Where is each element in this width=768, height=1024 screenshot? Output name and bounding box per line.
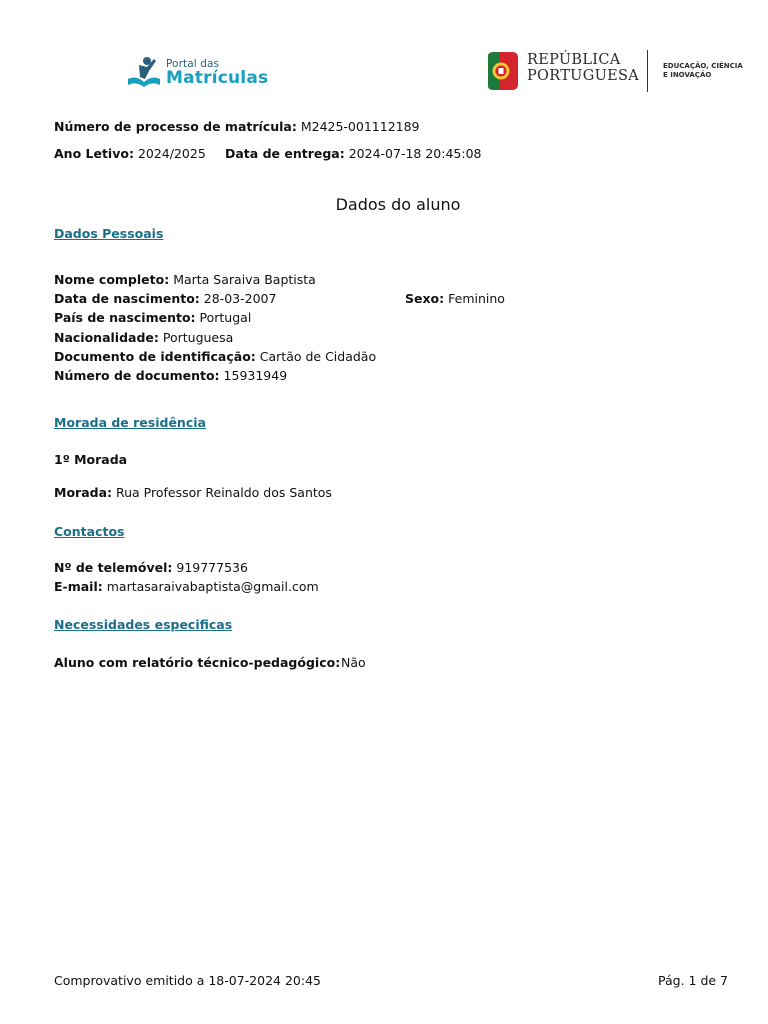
process-number-label: Número de processo de matrícula: bbox=[54, 119, 297, 134]
footer-page-number: Pág. 1 de 7 bbox=[658, 973, 728, 988]
republica-portuguesa-logo bbox=[488, 50, 743, 92]
id-document-label: Documento de identificação: bbox=[54, 349, 256, 364]
portuguesa-text: PORTUGUESA bbox=[527, 68, 639, 84]
birth-date-row bbox=[54, 291, 276, 306]
process-number-row bbox=[54, 119, 420, 134]
address-value: Rua Professor Reinaldo dos Santos bbox=[116, 485, 332, 500]
nationality-value: Portuguesa bbox=[162, 330, 234, 345]
student-reading-icon bbox=[127, 55, 161, 89]
delivery-date-row bbox=[225, 146, 481, 161]
section-specific-needs: Necessidades especificas bbox=[54, 617, 233, 632]
delivery-date-label: Data de entrega: bbox=[225, 146, 345, 161]
ministry-text-line1: EDUCAÇÃO, CIÊNCIA bbox=[663, 62, 743, 70]
portal-matriculas-logo bbox=[127, 55, 267, 91]
id-document-row bbox=[54, 349, 376, 364]
school-year-label: Ano Letivo: bbox=[54, 146, 134, 161]
school-year-value: 2024/2025 bbox=[137, 146, 206, 161]
process-number-value: M2425-001112189 bbox=[300, 119, 420, 134]
sex-row bbox=[405, 291, 505, 306]
document-number-row bbox=[54, 368, 287, 383]
full-name-row bbox=[54, 272, 316, 287]
nationality-label: Nacionalidade: bbox=[54, 330, 159, 345]
document-number-label: Número de documento: bbox=[54, 368, 220, 383]
republica-text: REPÚBLICA bbox=[527, 52, 621, 68]
email-label: E-mail: bbox=[54, 579, 103, 594]
email-value: martasaraivabaptista@gmail.com bbox=[106, 579, 319, 594]
logo-portal-big-text: Matrículas bbox=[166, 68, 269, 88]
birth-country-value: Portugal bbox=[199, 310, 252, 325]
mobile-phone-value: 919777536 bbox=[176, 560, 248, 575]
delivery-date-value: 2024-07-18 20:45:08 bbox=[348, 146, 482, 161]
document-number-value: 15931949 bbox=[223, 368, 288, 383]
school-year-row bbox=[54, 146, 206, 161]
address-subtitle: 1º Morada bbox=[54, 452, 128, 467]
birth-date-value: 28-03-2007 bbox=[203, 291, 277, 306]
portugal-flag-emblem-icon bbox=[488, 52, 518, 90]
full-name-value: Marta Saraiva Baptista bbox=[173, 272, 316, 287]
logo-divider bbox=[647, 50, 648, 92]
pedagogical-report-label: Aluno com relatório técnico-pedagógico: bbox=[54, 655, 341, 670]
pedagogical-report-value: Não bbox=[341, 655, 366, 670]
id-document-value: Cartão de Cidadão bbox=[259, 349, 377, 364]
sex-label: Sexo: bbox=[405, 291, 445, 306]
nationality-row bbox=[54, 330, 233, 345]
section-address: Morada de residência bbox=[54, 415, 206, 430]
address-row bbox=[54, 485, 332, 500]
address-label: Morada: bbox=[54, 485, 113, 500]
birth-date-label: Data de nascimento: bbox=[54, 291, 200, 306]
section-contacts: Contactos bbox=[54, 524, 125, 539]
ministry-text-line2: E INOVAÇÃO bbox=[663, 71, 712, 79]
birth-country-label: País de nascimento: bbox=[54, 310, 196, 325]
birth-country-row bbox=[54, 310, 251, 325]
email-row bbox=[54, 579, 319, 594]
page-title: Dados do aluno bbox=[335, 195, 461, 214]
section-personal-data: Dados Pessoais bbox=[54, 226, 164, 241]
logo-portal-small-text: Portal das bbox=[166, 58, 220, 70]
footer-issued-text: Comprovativo emitido a 18-07-2024 20:45 bbox=[54, 973, 321, 988]
sex-value: Feminino bbox=[448, 291, 505, 306]
full-name-label: Nome completo: bbox=[54, 272, 170, 287]
mobile-phone-row bbox=[54, 560, 248, 575]
mobile-phone-label: Nº de telemóvel: bbox=[54, 560, 173, 575]
